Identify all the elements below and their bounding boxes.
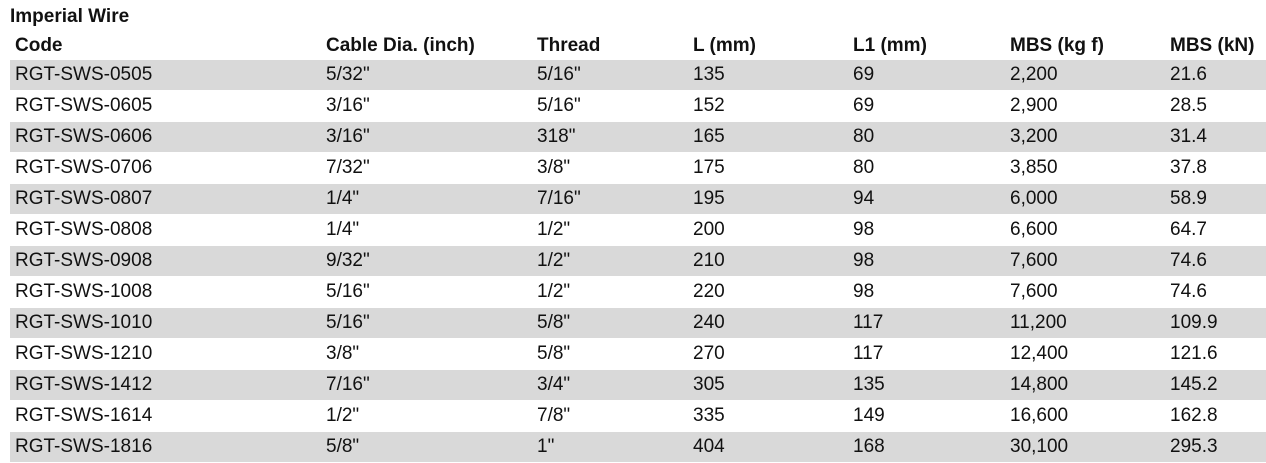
cell-cable-dia: 1/4" [321, 215, 532, 246]
cell-l-mm: 200 [688, 215, 848, 246]
cell-cable-dia: 5/32" [321, 60, 532, 91]
cell-mbs-kgf: 30,100 [1005, 432, 1165, 463]
cell-code: RGT-SWS-0908 [10, 246, 321, 277]
cell-mbs-kgf: 2,900 [1005, 91, 1165, 122]
cell-thread: 5/16" [532, 91, 688, 122]
cell-mbs-kn: 21.6 [1165, 60, 1266, 91]
cell-cable-dia: 9/32" [321, 246, 532, 277]
cell-thread: 5/8" [532, 308, 688, 339]
cell-cable-dia: 1/4" [321, 184, 532, 215]
table-row [10, 432, 1266, 463]
cell-l-mm: 135 [688, 60, 848, 91]
cell-mbs-kn: 37.8 [1165, 153, 1266, 184]
cell-l-mm: 210 [688, 246, 848, 277]
cell-thread: 3/8" [532, 153, 688, 184]
cell-l-mm: 404 [688, 432, 848, 463]
cell-cable-dia: 7/32" [321, 153, 532, 184]
header-code: Code [15, 35, 63, 56]
cell-code: RGT-SWS-0606 [10, 122, 321, 153]
cell-l1-mm: 117 [848, 339, 1005, 370]
cell-mbs-kn: 58.9 [1165, 184, 1266, 215]
cell-mbs-kn: 74.6 [1165, 246, 1266, 277]
cell-cable-dia: 3/16" [321, 91, 532, 122]
cell-mbs-kgf: 3,850 [1005, 153, 1165, 184]
cell-thread: 1/2" [532, 215, 688, 246]
table-title: Imperial Wire [10, 6, 130, 27]
table-row [10, 370, 1266, 401]
cell-mbs-kgf: 3,200 [1005, 122, 1165, 153]
table-row [10, 277, 1266, 308]
cell-mbs-kn: 28.5 [1165, 91, 1266, 122]
cell-mbs-kgf: 14,800 [1005, 370, 1165, 401]
cell-mbs-kgf: 11,200 [1005, 308, 1165, 339]
cell-l-mm: 305 [688, 370, 848, 401]
cell-cable-dia: 5/16" [321, 308, 532, 339]
cell-l1-mm: 98 [848, 246, 1005, 277]
cell-mbs-kgf: 7,600 [1005, 246, 1165, 277]
cell-thread: 7/8" [532, 401, 688, 432]
cell-l-mm: 270 [688, 339, 848, 370]
cell-cable-dia: 3/8" [321, 339, 532, 370]
cell-l1-mm: 135 [848, 370, 1005, 401]
cell-cable-dia: 1/2" [321, 401, 532, 432]
cell-code: RGT-SWS-1008 [10, 277, 321, 308]
cell-thread: 7/16" [532, 184, 688, 215]
cell-thread: 1/2" [532, 277, 688, 308]
table-row [10, 153, 1266, 184]
cell-code: RGT-SWS-1210 [10, 339, 321, 370]
header-mbs-kn: MBS (kN) [1170, 35, 1255, 56]
table-row [10, 339, 1266, 370]
cell-cable-dia: 5/8" [321, 432, 532, 463]
header-cable-dia: Cable Dia. (inch) [326, 35, 475, 56]
cell-mbs-kgf: 6,600 [1005, 215, 1165, 246]
table-row [10, 215, 1266, 246]
table-row [10, 308, 1266, 339]
cell-mbs-kn: 74.6 [1165, 277, 1266, 308]
table-row [10, 60, 1266, 91]
cell-mbs-kn: 109.9 [1165, 308, 1266, 339]
cell-l1-mm: 168 [848, 432, 1005, 463]
cell-mbs-kgf: 7,600 [1005, 277, 1165, 308]
table-row [10, 246, 1266, 277]
cell-mbs-kn: 295.3 [1165, 432, 1266, 463]
cell-l1-mm: 80 [848, 122, 1005, 153]
cell-l1-mm: 98 [848, 215, 1005, 246]
cell-l-mm: 240 [688, 308, 848, 339]
cell-mbs-kgf: 6,000 [1005, 184, 1165, 215]
cell-thread: 5/8" [532, 339, 688, 370]
cell-l1-mm: 149 [848, 401, 1005, 432]
cell-code: RGT-SWS-0706 [10, 153, 321, 184]
cell-l1-mm: 80 [848, 153, 1005, 184]
cell-thread: 1/2" [532, 246, 688, 277]
table-row [10, 401, 1266, 432]
cell-l-mm: 335 [688, 401, 848, 432]
cell-cable-dia: 5/16" [321, 277, 532, 308]
table-body [10, 60, 1266, 463]
cell-mbs-kgf: 16,600 [1005, 401, 1165, 432]
cell-code: RGT-SWS-0605 [10, 91, 321, 122]
cell-l-mm: 175 [688, 153, 848, 184]
cell-cable-dia: 3/16" [321, 122, 532, 153]
cell-l1-mm: 69 [848, 60, 1005, 91]
table-header [10, 28, 1266, 60]
cell-l-mm: 165 [688, 122, 848, 153]
cell-thread: 3/4" [532, 370, 688, 401]
table-row [10, 122, 1266, 153]
cell-code: RGT-SWS-0505 [10, 60, 321, 91]
cell-l-mm: 220 [688, 277, 848, 308]
cell-thread: 318" [532, 122, 688, 153]
cell-mbs-kn: 31.4 [1165, 122, 1266, 153]
cell-thread: 1" [532, 432, 688, 463]
cell-l-mm: 195 [688, 184, 848, 215]
cell-mbs-kgf: 2,200 [1005, 60, 1165, 91]
cell-mbs-kgf: 12,400 [1005, 339, 1165, 370]
cell-code: RGT-SWS-0807 [10, 184, 321, 215]
header-l-mm: L (mm) [693, 35, 756, 56]
cell-mbs-kn: 121.6 [1165, 339, 1266, 370]
table-row [10, 184, 1266, 215]
cell-cable-dia: 7/16" [321, 370, 532, 401]
cell-code: RGT-SWS-0808 [10, 215, 321, 246]
table-row [10, 91, 1266, 122]
header-l1-mm: L1 (mm) [853, 35, 927, 56]
cell-code: RGT-SWS-1010 [10, 308, 321, 339]
cell-code: RGT-SWS-1816 [10, 432, 321, 463]
cell-code: RGT-SWS-1412 [10, 370, 321, 401]
cell-l1-mm: 117 [848, 308, 1005, 339]
header-mbs-kgf: MBS (kg f) [1010, 35, 1104, 56]
cell-code: RGT-SWS-1614 [10, 401, 321, 432]
cell-l1-mm: 94 [848, 184, 1005, 215]
header-thread: Thread [537, 35, 601, 56]
cell-l1-mm: 98 [848, 277, 1005, 308]
wire-spec-table [10, 28, 1266, 462]
header-row [10, 28, 1266, 60]
cell-l-mm: 152 [688, 91, 848, 122]
cell-mbs-kn: 64.7 [1165, 215, 1266, 246]
cell-mbs-kn: 145.2 [1165, 370, 1266, 401]
cell-l1-mm: 69 [848, 91, 1005, 122]
cell-thread: 5/16" [532, 60, 688, 91]
cell-mbs-kn: 162.8 [1165, 401, 1266, 432]
